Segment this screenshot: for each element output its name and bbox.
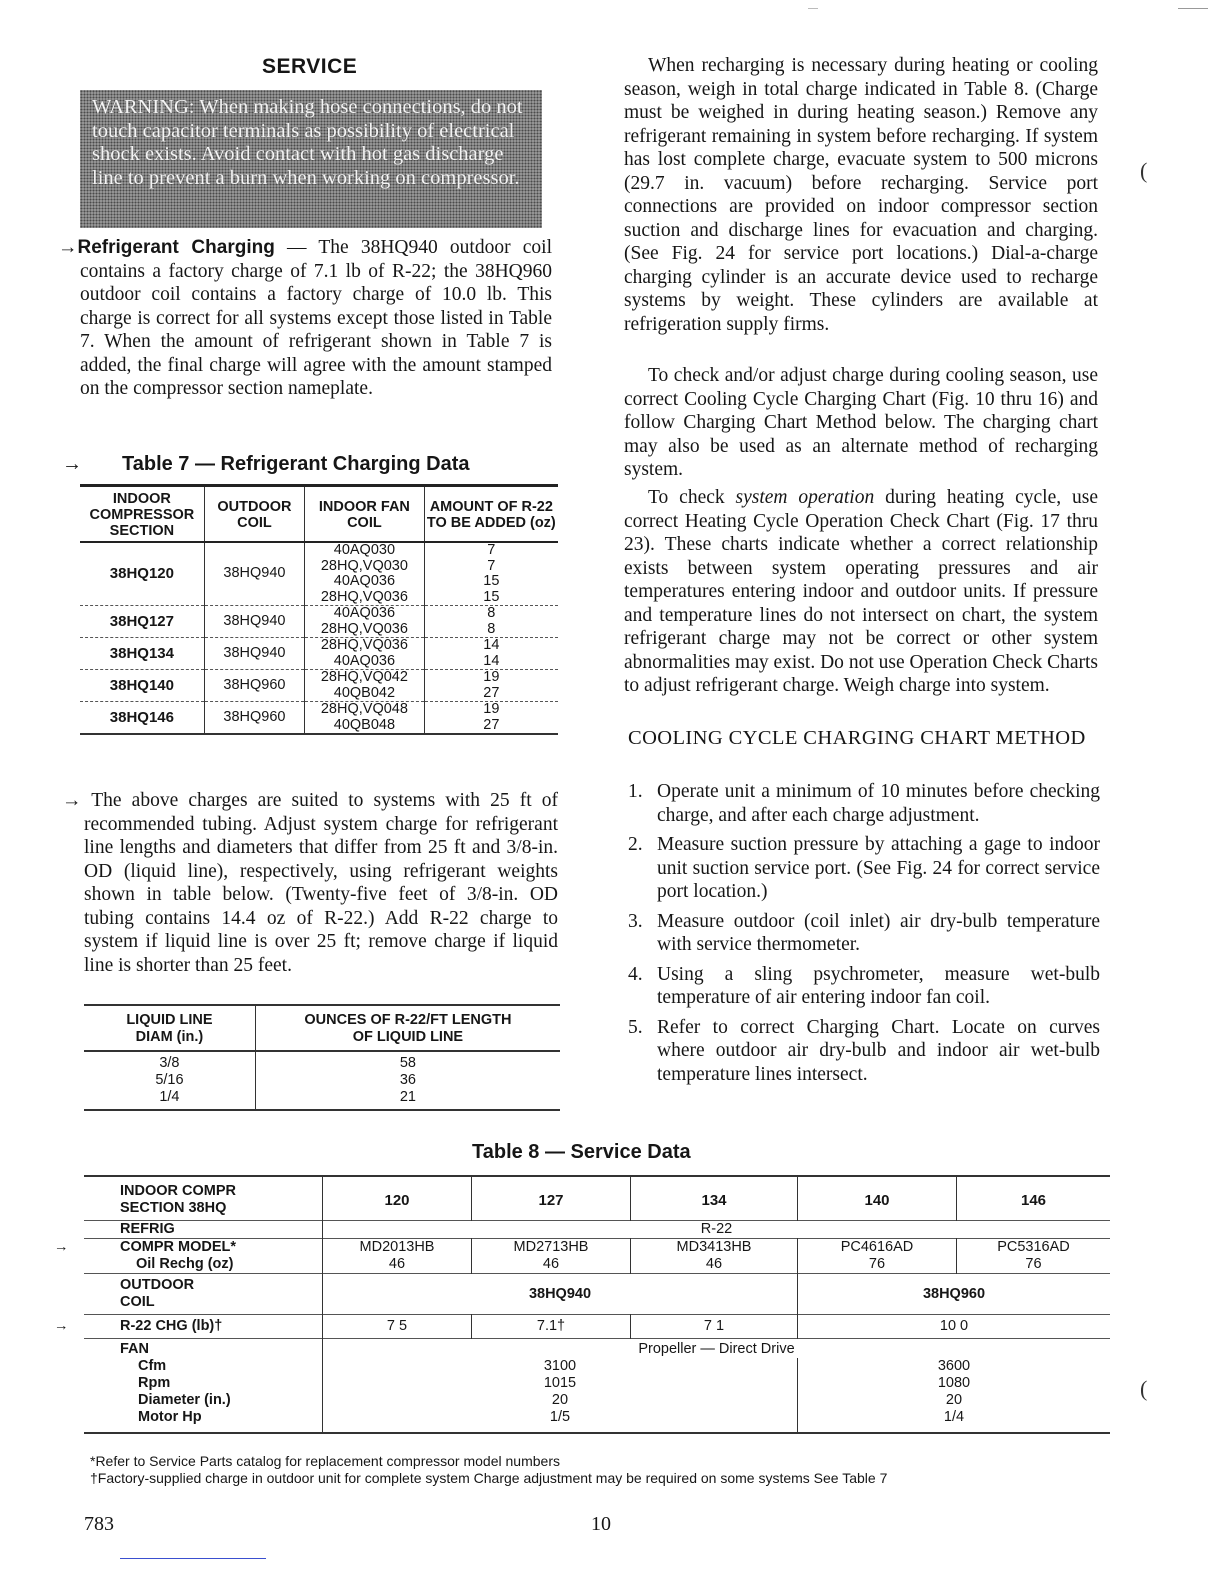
list-item: 4. Using a sling psychrometer, measure wet-bulb temperature of air entering indoor fan coil. (628, 963, 1100, 1008)
table-cell: 7 1 (631, 1315, 798, 1339)
table-cell: MD3413HB 46 (631, 1239, 798, 1274)
row-label: → COMPR MODEL* Oil Rechg (oz) (84, 1239, 323, 1274)
compressor-cell: 38HQ134 (80, 638, 204, 670)
liquid-line-table (84, 1004, 560, 1111)
ounces-cell: 36 (399, 1072, 416, 1088)
table-row (80, 638, 558, 670)
column-header: AMOUNT OF R-22 TO BE ADDED (oz) (424, 486, 558, 543)
table-row (84, 1051, 560, 1072)
refrigerant-charging-paragraph (58, 236, 552, 401)
section-heading: SERVICE (262, 55, 358, 78)
paragraph-text: — The 38HQ940 outdoor coil contains a factory charge of 7.1 lb of R-22; the 38HQ960 outdoor coil contains a factory charge of 10.0 lb. This charge is correct for all systems except those listed in Table 7. When the amount of refrigerant shown in Table 7 is added, the final charge will agree with the amount stamped on the compressor section nameplate. (80, 237, 552, 399)
table-row (84, 1315, 1110, 1339)
row-label: → R-22 CHG (lb)† (84, 1315, 323, 1339)
column-header: OUNCES OF R-22/FT LENGTH OF LIQUID LINE (255, 1005, 560, 1051)
table-cell: 3600 1080 20 1/4 (798, 1358, 1111, 1433)
table-row (84, 1239, 1110, 1274)
column-header: OUTDOOR COIL (204, 486, 304, 543)
list-item: 3. Measure outdoor (coil inlet) air dry-bulb temperature with service thermometer. (628, 910, 1100, 955)
table-cell: 7.1† (472, 1315, 631, 1339)
table-row (80, 702, 558, 735)
table7-title (62, 453, 469, 476)
ounces-cell: 21 (255, 1089, 560, 1110)
footnotes (90, 1453, 1110, 1487)
list-item: 5. Refer to correct Charging Chart. Locate on curves where outdoor air dry-bulb and indoor air wet-bulb temperature lines intersect. (628, 1016, 1100, 1085)
refrigerant-charging-table (80, 484, 558, 735)
revision-arrow: → (62, 453, 82, 475)
revision-arrow: → (54, 1239, 69, 1255)
table-row (84, 1339, 1110, 1359)
column-header: 120 (323, 1176, 472, 1221)
table-cell: Propeller — Direct Drive (323, 1339, 1111, 1359)
amount-cell: 19 27 (424, 670, 558, 702)
fan-coil-cell: 28HQ,VQ036 40AQ036 (305, 638, 425, 670)
table-cell: R-22 (323, 1221, 1111, 1239)
row-label: REFRIG (84, 1221, 323, 1239)
table-cell: PC4616AD 76 (798, 1239, 957, 1274)
fan-coil-cell: 28HQ,VQ048 40QB048 (305, 702, 425, 735)
paragraph-text: The above charges are suited to systems with 25 ft of recommended tubing. Adjust system charge for refrigerant line lengths and diameters that differ from 25 ft and 3/8-in. OD (liquid line), respectively, using refrigerant weights shown in table below. (Twenty-five feet of 3/8-in. OD tubing contains 14.4 oz of R-22.) Add R-22 charge to system if liquid line is over 25 ft; remove charge if liquid line is shorter than 25 feet. (81, 790, 558, 976)
table-row (84, 1358, 1110, 1433)
footnote: *Refer to Service Parts catalog for replacement compressor model numbers (90, 1453, 560, 1469)
table-cell: 3100 1015 20 1/5 (323, 1358, 798, 1433)
coil-cell: 38HQ960 (204, 702, 304, 735)
column-header: 140 (798, 1176, 957, 1221)
charge-adjustment-paragraph (62, 789, 558, 977)
amount-cell: 7 7 15 15 (483, 542, 500, 605)
compressor-cell: 38HQ120 (80, 542, 204, 606)
scan-artifact-line (120, 1558, 266, 1559)
coil-cell: 38HQ940 (204, 542, 304, 606)
table-row (80, 670, 558, 702)
fan-coil-cell: 40AQ036 28HQ,VQ036 (305, 606, 425, 638)
table-title-text: Table 7 — Refrigerant Charging Data (122, 453, 470, 475)
compressor-cell: 38HQ127 (80, 606, 204, 638)
binder-hole-mark: ( (1140, 158, 1148, 183)
row-label: Cfm Rpm Diameter (in.) Motor Hp (84, 1358, 323, 1433)
amount-cell: 19 27 (424, 702, 558, 735)
column-header: 134 (631, 1176, 798, 1221)
fan-coil-cell: 40AQ030 28HQ,VQ030 40AQ036 28HQ,VQ036 (305, 542, 425, 606)
scan-mark (808, 8, 818, 9)
cooling-check-paragraph: To check and/or adjust charge during cooling season, use correct Cooling Cycle Charging Chart (Fig. 10 thru 16) and follow Charging Chart Method below. The charging chart may also be used as an alternate method of recharging system. (624, 365, 1098, 480)
heating-check-paragraph: To check system operation during heating cycle, use correct Heating Cycle Operation Check Chart (Fig. 17 thru 23). These charts indicate whether a correct relationship exists between system operating pressures and air temperatures entering indoor and outdoor units. If pressure and temperature lines do not intersect on chart, the system refrigerant charge may not be correct or other system abnormalities may exist. Do not use Operation Check Charts to adjust refrigerant charge. Weigh charge into system. (624, 487, 1098, 696)
table-row (84, 1221, 1110, 1239)
compressor-cell: 38HQ146 (80, 702, 204, 735)
warning-box (80, 90, 542, 228)
table-cell: MD2013HB 46 (323, 1239, 472, 1274)
revision-arrow: → (58, 237, 78, 258)
warning-text: WARNING: When making hose connections, do not touch capacitor terminals as possibility of electrical shock exists. Avoid contact with hot gas discharge line to prevent a burn when working on compressor. (92, 96, 523, 189)
diameter-cell: 5/16 (84, 1072, 255, 1089)
diameter-cell: 3/8 (84, 1051, 255, 1072)
table-cell: 10 0 (798, 1315, 1111, 1339)
table-row (80, 542, 558, 606)
coil-cell: 38HQ940 (204, 606, 304, 638)
list-item: 1. Operate unit a minimum of 10 minutes before checking charge, and after each charge adjustment. (628, 781, 1100, 826)
table-row (84, 1274, 1110, 1315)
fan-coil-cell: 28HQ,VQ042 40QB042 (305, 670, 425, 702)
table-cell: 7 5 (323, 1315, 472, 1339)
column-header: INDOOR COMPRESSOR SECTION (80, 486, 204, 543)
column-header: INDOOR FAN COIL (305, 486, 425, 543)
revision-arrow: → (54, 1318, 69, 1334)
page-number: 10 (591, 1513, 611, 1535)
column-header: 146 (957, 1176, 1111, 1221)
compressor-cell: 38HQ140 (80, 670, 204, 702)
row-label: FAN (84, 1339, 323, 1359)
row-label: INDOOR COMPR SECTION 38HQ (84, 1176, 323, 1221)
recharging-paragraph: When recharging is necessary during heating or cooling season, weigh in total charge indicated in Table 8. (Charge must be weighed in during heating season.) Remove any refrigerant remaining in system before recharging. If system has lost complete charge, evacuate system to 500 microns (29.7 in. vacuum) before recharging. Service port connections are provided on indoor compressor section suction and discharge lines for evacuation and charging. (See Fig. 24 for service port locations.) Dial-a-charge charging cylinder is an accurate device used to recharge systems by weight. These cylinders are available at refrigeration supply firms. (624, 55, 1098, 335)
row-label: OUTDOOR COIL (84, 1274, 323, 1315)
table-row (84, 1176, 1110, 1221)
coil-cell: 38HQ960 (204, 670, 304, 702)
table-row (80, 606, 558, 638)
procedure-steps (628, 780, 1100, 1092)
table-cell: 38HQ940 (323, 1274, 798, 1315)
column-header: LIQUID LINE DIAM (in.) (84, 1005, 255, 1051)
amount-cell: 8 8 (424, 606, 558, 638)
table-cell: MD2713HB 46 (472, 1239, 631, 1274)
table-row (84, 1072, 560, 1089)
table-cell: 38HQ960 (798, 1274, 1111, 1315)
scan-mark (1178, 8, 1208, 9)
amount-cell: 14 14 (424, 638, 558, 670)
table-cell: PC5316AD 76 (957, 1239, 1111, 1274)
paragraph-lead: Refrigerant Charging (77, 237, 275, 258)
table-row (84, 1089, 560, 1110)
diameter-cell: 1/4 (84, 1089, 255, 1110)
revision-arrow: → (62, 790, 82, 811)
service-data-table (54, 1175, 1110, 1434)
coil-cell: 38HQ940 (204, 638, 304, 670)
document-code: 783 (84, 1513, 114, 1535)
table8-title: Table 8 — Service Data (472, 1141, 691, 1163)
column-header: 127 (472, 1176, 631, 1221)
binder-hole-mark: ( (1140, 1376, 1148, 1401)
list-item: 2. Measure suction pressure by attaching a gage to indoor unit suction service port. (See Fig. 24 for correct service port location.) (628, 834, 1100, 902)
footnote: †Factory-supplied charge in outdoor unit for complete system Charge adjustment may be required on some systems See Table 7 (90, 1470, 888, 1486)
ounces-cell: 58 (399, 1055, 416, 1071)
method-heading: COOLING CYCLE CHARGING CHART METHOD (628, 727, 1086, 749)
